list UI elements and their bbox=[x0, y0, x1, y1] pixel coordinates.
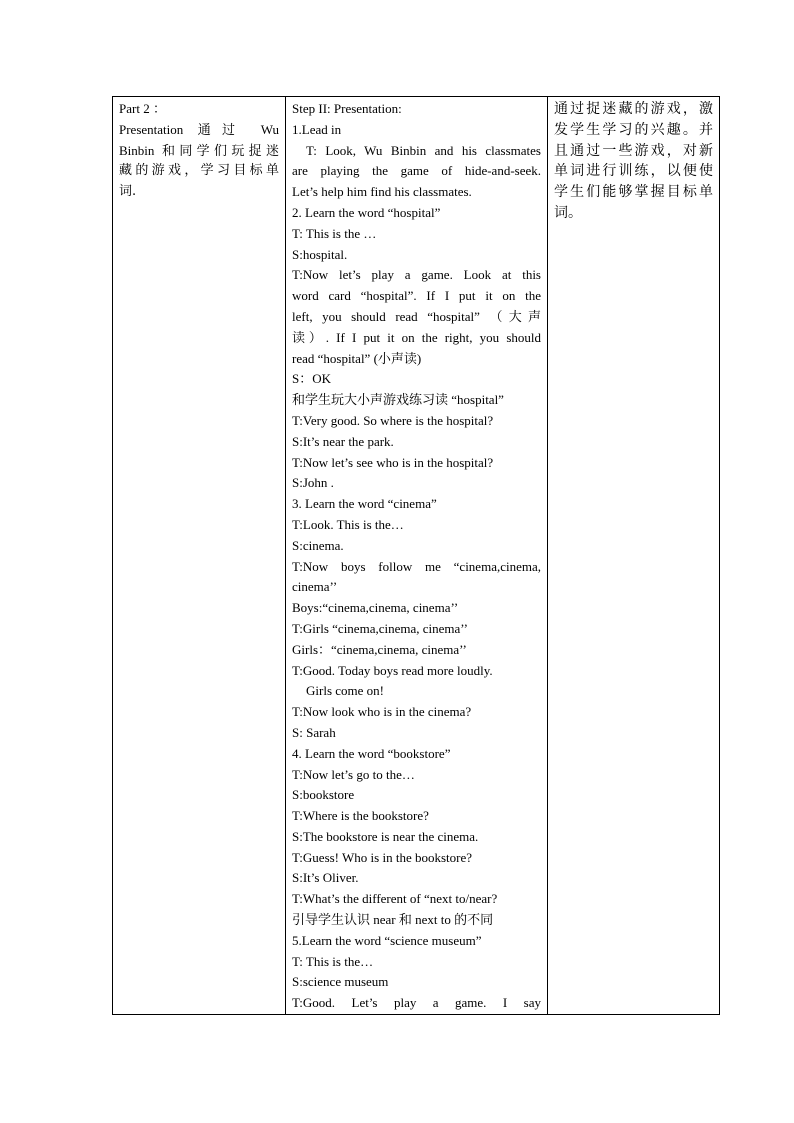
purpose-line: 通过捉迷藏的游戏，激 bbox=[554, 101, 713, 117]
procedure-line: S:John . bbox=[292, 475, 334, 491]
procedure-line: 2. Learn the word “hospital” bbox=[292, 204, 441, 220]
procedure-line: T:Good. Let’s play a game. I say bbox=[292, 995, 541, 1011]
part-line: 藏的游戏，学习目标单 bbox=[119, 163, 279, 179]
purpose-line: 词。 bbox=[554, 204, 582, 221]
procedure-line: T: This is the… bbox=[292, 953, 374, 969]
procedure-line: 5.Learn the word “science museum” bbox=[292, 932, 482, 948]
table-row bbox=[113, 97, 720, 1015]
part-cell bbox=[113, 97, 286, 1015]
procedure-line: Girls come on! bbox=[306, 683, 384, 699]
procedure-line: T:Very good. So where is the hospital? bbox=[292, 412, 494, 428]
procedure-line: Let’s help him find his classmates. bbox=[292, 184, 472, 200]
procedure-line: T:What’s the different of “next to/near? bbox=[292, 891, 498, 907]
procedure-line: left, you should read “hospital” （大声 bbox=[292, 308, 541, 324]
procedure-line: T:Now boys follow me “cinema,cinema, bbox=[292, 558, 541, 574]
procedure-line: read “hospital” (小声读) bbox=[292, 350, 422, 366]
purpose-line: 发学生学习的兴趣。并 bbox=[554, 121, 713, 138]
procedure-line: 4. Learn the word “bookstore” bbox=[292, 745, 451, 761]
procedure-line: T:Look. This is the… bbox=[292, 516, 404, 532]
lesson-plan-table bbox=[112, 96, 720, 1015]
purpose-line: 学生们能够掌握目标单 bbox=[554, 184, 713, 201]
purpose-line: 单词进行训练，以便使 bbox=[554, 163, 713, 180]
procedure-line: S:It’s near the park. bbox=[292, 433, 394, 449]
procedure-line: are playing the game of hide-and-seek. bbox=[292, 163, 541, 179]
procedure-line: 3. Learn the word “cinema” bbox=[292, 496, 437, 512]
procedure-line: T:Now let’s go to the… bbox=[292, 766, 415, 782]
procedure-line: S:science museum bbox=[292, 974, 389, 990]
procedure-line: 读）. If I put it on the right, you should bbox=[292, 329, 541, 345]
purpose-line: 且通过一些游戏，对新 bbox=[554, 142, 713, 159]
procedure-line: Girls：“cinema,cinema, cinema’’ bbox=[292, 641, 467, 657]
procedure-line: S：OK bbox=[292, 371, 332, 387]
procedure-line: cinema’’ bbox=[292, 579, 338, 595]
procedure-line: 和学生玩大小声游戏练习读 “hospital” bbox=[292, 392, 504, 408]
procedure-line: Boys:“cinema,cinema, cinema’’ bbox=[292, 600, 459, 616]
procedure-cell bbox=[286, 97, 548, 1015]
procedure-line: T:Now let’s play a game. Look at this bbox=[292, 267, 541, 283]
procedure-line: T:Where is the bookstore? bbox=[292, 808, 429, 824]
procedure-line: word card “hospital”. If I put it on the bbox=[292, 288, 541, 304]
part-line: Part 2 ： bbox=[119, 101, 166, 116]
procedure-line: T: This is the … bbox=[292, 225, 377, 241]
procedure-line: 引导学生认识 near 和 next to 的不同 bbox=[292, 912, 494, 928]
procedure-line: T:Now let’s see who is in the hospital? bbox=[292, 454, 494, 470]
procedure-line: S: Sarah bbox=[292, 724, 336, 740]
procedure-line: T:Good. Today boys read more loudly. bbox=[292, 662, 493, 678]
procedure-line: S:cinema. bbox=[292, 537, 344, 553]
part-line: Binbin 和同学们玩捉迷 bbox=[119, 142, 279, 158]
procedure-line: Step II: Presentation: bbox=[292, 101, 402, 116]
procedure-line: T:Now look who is in the cinema? bbox=[292, 704, 472, 720]
part-line: 词. bbox=[119, 184, 137, 200]
part-line: Presentation 通过 Wu bbox=[119, 121, 279, 137]
procedure-line: S:hospital. bbox=[292, 246, 348, 262]
procedure-line: S:It’s Oliver. bbox=[292, 870, 359, 886]
purpose-cell bbox=[548, 97, 720, 1015]
procedure-line: T:Girls “cinema,cinema, cinema’’ bbox=[292, 620, 468, 636]
procedure-line: S:bookstore bbox=[292, 787, 355, 803]
procedure-line: S:The bookstore is near the cinema. bbox=[292, 828, 479, 844]
procedure-line: T:Guess! Who is in the bookstore? bbox=[292, 849, 473, 865]
procedure-line: T: Look, Wu Binbin and his classmates bbox=[306, 142, 541, 158]
procedure-line: 1.Lead in bbox=[292, 121, 342, 137]
